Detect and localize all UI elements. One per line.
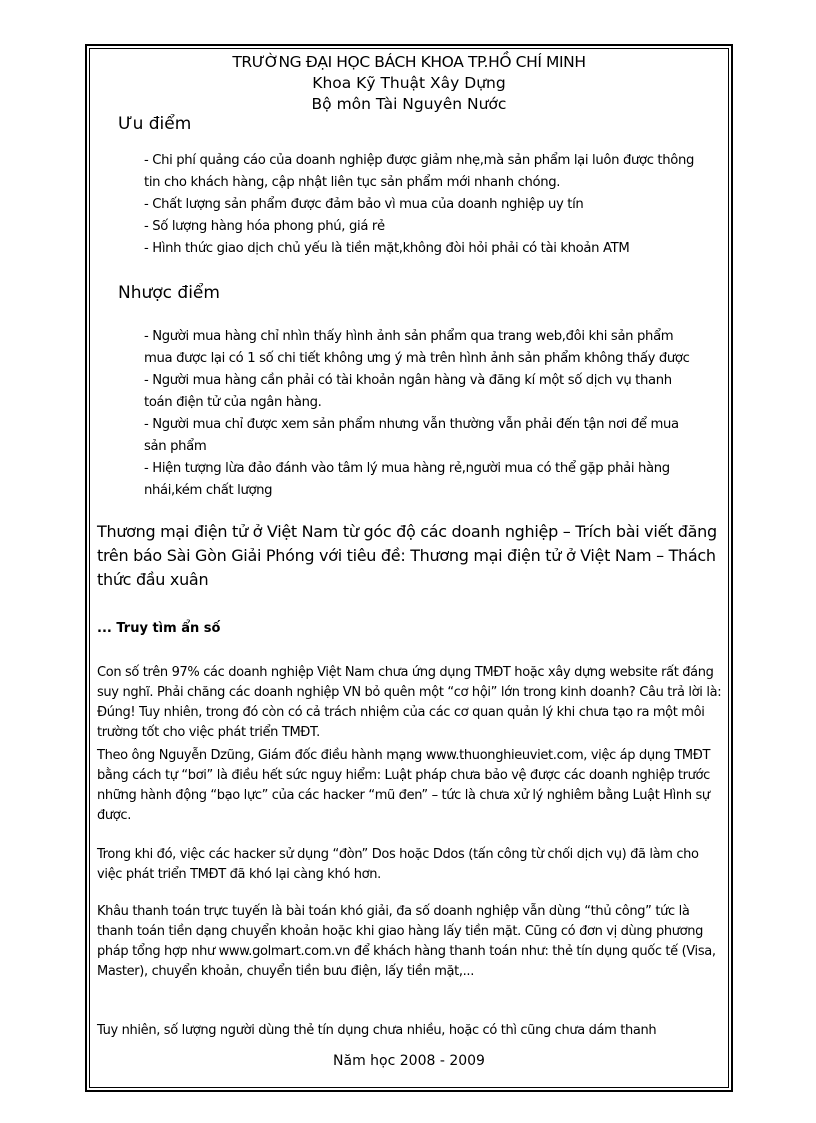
list-item: - Hình thức giao dịch chủ yếu là tiền mặt,không đòi hỏi phải có tài khoản ATM [144,241,630,256]
article-title: Thương mại điện tử ở Việt Nam từ góc độ các doanh nghiệp – Trích bài viết đăng trên báo Sài Gòn Giải Phóng với tiêu đề: Thương mại điện tử ở Việt Nam – Thách thức đầu xuân [97,522,717,589]
department-name: Bộ môn Tài Nguyên Nước [311,95,507,113]
advantages-heading: Ưu điểm [118,114,192,134]
university-name: TRƯỜNG ĐẠI HỌC BÁCH KHOA TP.HỒ CHÍ MINH [232,53,586,71]
paragraph: Con số trên 97% các doanh nghiệp Việt Nam chưa ứng dụng TMĐT hoặc xây dựng website rất đáng suy nghĩ. Phải chăng các doanh nghiệp VN bỏ quên một “cơ hội” lớn trong kinh doanh? Câu trả lời là: Đúng! Tuy nhiên, trong đó còn có cả trách nhiệm của các cơ quan quản lý khi chưa tạo ra một môi trường tốt cho việc phát triển TMĐT. [97,665,722,740]
paragraph: Tuy nhiên, số lượng người dùng thẻ tín dụng chưa nhiều, hoặc có thì cũng chưa dám thanh [97,1023,657,1038]
list-item: - Người mua hàng chỉ nhìn thấy hình ảnh sản phẩm qua trang web,đôi khi sản phẩm mua được lại có 1 số chi tiết không ưng ý mà trên hình ảnh sản phẩm không thấy được [144,329,690,366]
list-item: - Chi phí quảng cáo của doanh nghiệp được giảm nhẹ,mà sản phẩm lại luôn được thông tin cho khách hàng, cập nhật liên tục sản phẩm mới nhanh chóng. [144,153,695,190]
paragraph: Theo ông Nguyễn Dzũng, Giám đốc điều hành mạng www.thuonghieuviet.com, việc áp dụng TMĐT bằng cách tự “bơi” là điều hết sức nguy hiểm: Luật pháp chưa bảo vệ được các doanh nghiệp trước những hành động “bạo lực” của các hacker “mũ đen” – tức là chưa xử lý nghiêm bằng Luật Hình sự được. [97,748,711,823]
list-item: - Người mua chỉ được xem sản phẩm nhưng vẫn thường vẫn phải đến tận nơi để mua sản phẩm [144,417,679,454]
disadvantages-heading: Nhược điểm [118,283,220,303]
faculty-name: Khoa Kỹ Thuật Xây Dựng [312,74,506,92]
paragraph: Khâu thanh toán trực tuyến là bài toán khó giải, đa số doanh nghiệp vẫn dùng “thủ công” tức là thanh toán tiền dạng chuyển khoản hoặc khi giao hàng lấy tiền mặt. Cũng có đơn vị dùng phương pháp tổng hợp như www.golmart.com.vn để khách hàng thanh toán như: thẻ tín dụng quốc tế (Visa, Master), chuyển khoản, chuyển tiền bưu điện, lấy tiền mặt,... [97,904,716,979]
advantages-list [144,150,724,260]
list-item: - Hiện tượng lừa đảo đánh vào tâm lý mua hàng rẻ,người mua có thể gặp phải hàng nhái,kém chất lượng [144,461,670,498]
list-item: - Chất lượng sản phẩm được đảm bảo vì mua của doanh nghiệp uy tín [144,197,584,212]
academic-year-footer: Năm học 2008 - 2009 [333,1053,485,1069]
disadvantages-list [144,326,724,502]
article-subtitle: ... Truy tìm ẩn số [97,621,221,636]
list-item: - Số lượng hàng hóa phong phú, giá rẻ [144,219,385,234]
paragraph: Trong khi đó, việc các hacker sử dụng “đòn” Dos hoặc Ddos (tấn công từ chối dịch vụ) đã làm cho việc phát triển TMĐT đã khó lại càng khó hơn. [97,847,699,882]
list-item: - Người mua hàng cần phải có tài khoản ngân hàng và đăng kí một số dịch vụ thanh toán điện tử của ngân hàng. [144,373,672,410]
